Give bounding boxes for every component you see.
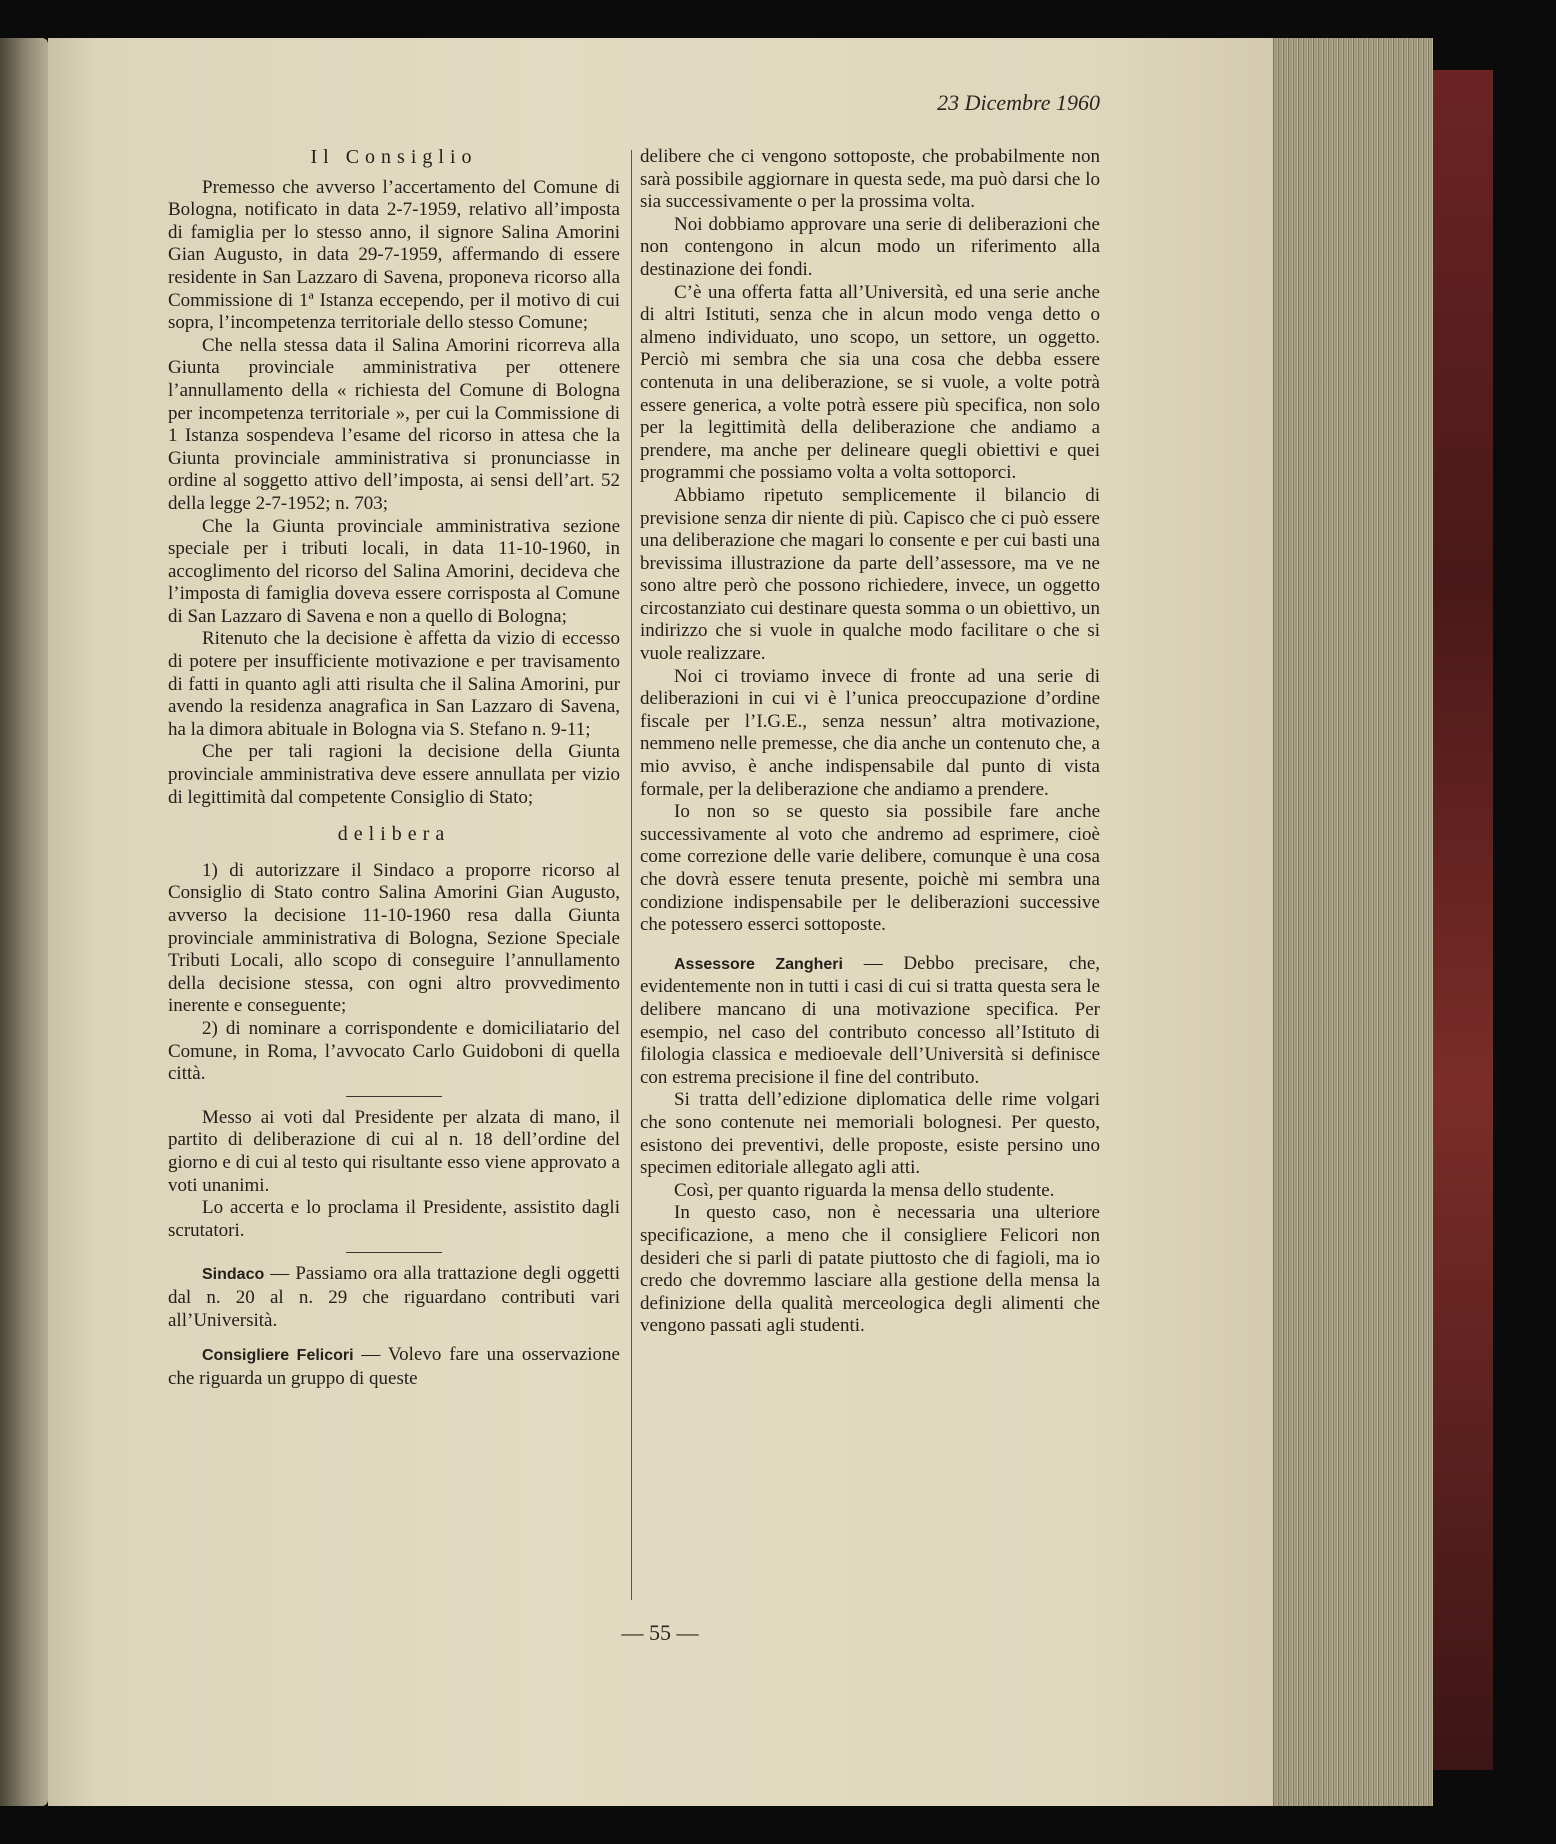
- paragraph: delibere che ci vengono sottoposte, che probabilmente non sarà possibile aggiornare in questa sede, ma può darsi che lo sia successivamente o per la prossima volta.: [640, 146, 1100, 213]
- speech-text: — Passiamo ora alla trattazione degli oggetti dal n. 20 al n. 29 che riguardano contributi vari all’Università.: [168, 1263, 620, 1331]
- paragraph: Che per tali ragioni la decisione della Giunta provinciale amministrativa deve essere annullata per vizio di legittimità dal competente Consiglio di Stato;: [168, 741, 620, 808]
- paragraph: Che nella stessa data il Salina Amorini ricorreva alla Giunta provinciale amministrativa per ottenere l’annullamento della « richiesta del Comune di Bologna per incompetenza territoriale », per cui la Commissione di 1 Istanza sospendeva l’esame del ricorso in attesa che la Giunta provinciale amministrativa si pronunciasse in ordine al soggetto attivo dell’imposta, ai sensi dell’art. 52 della legge 2-7-1952; n. 703;: [168, 334, 620, 514]
- header-date: 23 Dicembre 1960: [937, 90, 1100, 115]
- paragraph: Che la Giunta provinciale amministrativa sezione speciale per i tributi locali, in data 11-10-1960, in accoglimento del ricorso del Salina Amorini, decideva che l’imposta di famiglia doveva essere corrisposta al Comune di San Lazzaro di Savena e non a quello di Bologna;: [168, 515, 620, 627]
- paragraph: Messo ai voti dal Presidente per alzata di mano, il partito di deliberazione di cui al n. 18 dell’ordine del giorno e di cui al testo qui risultante esso viene approvato a voti unanimi.: [168, 1106, 620, 1196]
- speech-text: — Debbo precisare, che, evidentemente non in tutti i casi di cui si tratta questa sera le delibere mancano di una motivazione specifica. Per esempio, nel caso del contributo concesso all’Istituto di filologia classica e medioevale dell’Università si definisce con estrema precisione il fine del contributo.: [640, 952, 1100, 1088]
- paragraph: In questo caso, non è necessaria una ulteriore specificazione, a meno che il consigliere Felicori non desideri che si parli di patate piuttosto che di fagioli, ma io credo che dovremmo lasciare alla gestione della mensa la definizione della qualità merceologica degli alimenti che vengono passati agli studenti.: [640, 1202, 1100, 1337]
- section-rule: [346, 1096, 442, 1097]
- speech-zangheri: [640, 953, 1100, 1090]
- paragraph: 1) di autorizzare il Sindaco a proporre ricorso al Consiglio di Stato contro Salina Amorini Gian Augusto, avverso la decisione 11-10-1960 resa dalla Giunta provinciale amministrativa di Bologna, Sezione Speciale Tributi Locali, allo scopo di conseguire l’annullamento della decisione stessa, con ogni altro provvedimento inerente e conseguente;: [168, 859, 620, 1017]
- section-rule: [346, 1252, 442, 1253]
- speaker-name: Consigliere Felicori: [202, 1347, 354, 1365]
- page-number: — 55 —: [621, 1620, 699, 1645]
- paragraph: 2) di nominare a corrispondente e domiciliatario del Comune, in Roma, l’avvocato Carlo Guidoboni di quella città.: [168, 1017, 620, 1085]
- paragraph: Premesso che avverso l’accertamento del Comune di Bologna, notificato in data 2-7-1959, relativo all’imposta di famiglia per lo stesso anno, il signore Salina Amorini Gian Augusto, in data 29-7-1959, affermando di essere residente in San Lazzaro di Savena, proponeva ricorso alla Commissione di 1ª Istanza eccependo, per il motivo di cui sopra, l’incompetenza territoriale dello stesso Comune;: [168, 176, 620, 334]
- paragraph: Si tratta dell’edizione diplomatica delle rime volgari che sono contenute nei memoriali bolognesi. Per questo, esistono dei preventivi, delle proposte, esiste persino uno specimen editoriale allegato agli atti.: [640, 1089, 1100, 1179]
- left-column: [168, 146, 620, 1390]
- book-cover-binding: [1433, 70, 1493, 1770]
- paragraph: Io non so se questo sia possibile fare anche successivamente al voto che andremo ad esprimere, cioè come correzione delle varie delibere, comunque è una cosa che dovrà essere tenuta presente, poichè mi sembra una condizione indispensabile per le deliberazioni successive che potessero esserci sottoposte.: [640, 801, 1100, 936]
- speaker-name: Sindaco: [202, 1266, 265, 1284]
- paragraph: Così, per quanto riguarda la mensa dello studente.: [674, 1179, 1055, 1201]
- speaker-name: Assessore Zangheri: [674, 955, 843, 973]
- paragraph: Noi dobbiamo approvare una serie di deliberazioni che non contengono in alcun modo un riferimento alla destinazione dei fondi.: [640, 213, 1100, 280]
- paragraph: C’è una offerta fatta all’Università, ed una serie anche di altri Istituti, senza che in alcun modo venga detto o almeno individuato, uno scopo, un settore, un oggetto. Perciò mi sembra che sia una cosa che debba essere contenuta in una deliberazione, se si vuole, a volte potrà essere generica, a volte potrà essere più specifica, non solo per la legittimità della deliberazione che andiamo a prendere, ma anche per delineare quegli obiettivi e quei programmi che possiamo volta a volta sottoporci.: [640, 281, 1100, 484]
- left-page-edge: [0, 38, 48, 1806]
- column-divider: [631, 150, 632, 1600]
- section-heading: Il Consiglio: [310, 146, 478, 168]
- paragraph: Abbiamo ripetuto semplicemente il bilancio di previsione senza dir niente di più. Capisco che ci può essere una deliberazione che magari lo consente e per cui basti una brevissima illustrazione da parte dell’assessore, ma ve ne sono altre però che possono richiedere, invece, un oggetto circostanziato cui destinare questa somma o un obiettivo, un indirizzo che si vuole in qualche modo facilitare o che si vuole realizzare.: [640, 484, 1100, 665]
- right-column: [640, 146, 1100, 1338]
- delibera-heading: delibera: [337, 823, 451, 846]
- paragraph: Noi ci troviamo invece di fronte ad una serie di deliberazioni in cui vi è l’unica preoccupazione d’ordine fiscale per l’I.G.E., senza nessun’ altra motivazione, nemmeno nelle premesse, che dia anche un contenuto che, a mio avviso, è anche indispensabile dal punto di vista formale, per la deliberazione che andiamo a prendere.: [640, 665, 1100, 800]
- speech-felicori: [168, 1344, 620, 1390]
- speech-text: — Volevo fare una osservazione che riguarda un gruppo di queste: [168, 1344, 620, 1389]
- paragraph: Lo accerta e lo proclama il Presidente, assistito dagli scrutatori.: [168, 1197, 620, 1241]
- paragraph: Ritenuto che la decisione è affetta da vizio di eccesso di potere per insufficiente motivazione e per travisamento di fatti in quanto agli atti risulta che il Salina Amorini, pur avendo la residenza anagrafica in San Lazzaro di Savena, ha la dimora abituale in Bologna via S. Stefano n. 9-11;: [168, 628, 620, 740]
- speech-sindaco: [168, 1263, 620, 1332]
- page-block-edges: [1273, 38, 1433, 1806]
